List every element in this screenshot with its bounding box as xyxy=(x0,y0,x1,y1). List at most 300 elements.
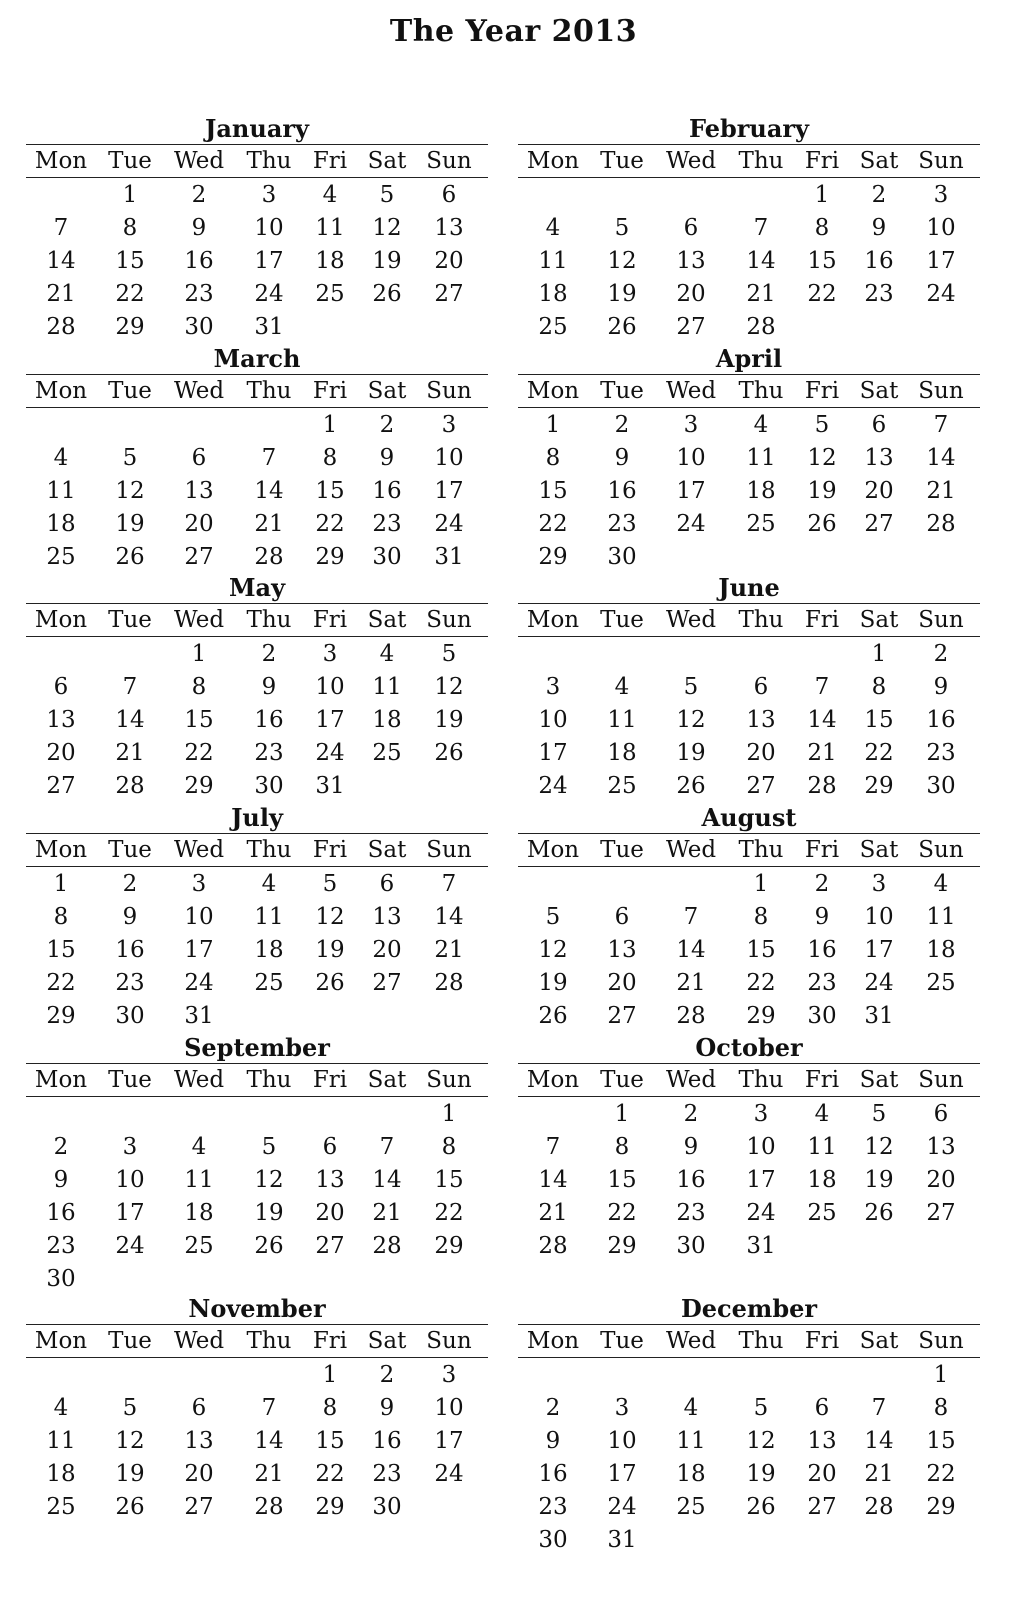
day-cell: 8 xyxy=(53,904,69,930)
day-cell: 25 xyxy=(926,970,956,996)
month-october xyxy=(518,1033,980,1263)
day-cell: 3 xyxy=(871,871,887,897)
day-cell xyxy=(356,770,418,803)
weekday-label: Sat xyxy=(859,1067,899,1093)
day-cell: 2 xyxy=(261,641,277,667)
day-cell: 12 xyxy=(746,1428,776,1454)
day-cell: 23 xyxy=(372,1461,402,1487)
day-cell: 17 xyxy=(115,1200,145,1226)
day-cell: 1 xyxy=(871,641,887,667)
day-cell: 24 xyxy=(434,1461,464,1487)
day-cell: 10 xyxy=(607,1428,637,1454)
day-cell: 14 xyxy=(864,1428,894,1454)
weekday-label: Sat xyxy=(859,148,899,174)
day-cell: 8 xyxy=(322,445,338,471)
day-cell: 26 xyxy=(315,970,345,996)
day-cell: 29 xyxy=(434,1233,464,1259)
day-cell: 6 xyxy=(191,445,207,471)
day-cell: 3 xyxy=(614,1395,630,1421)
day-cell: 1 xyxy=(545,412,561,438)
day-cell: 17 xyxy=(676,478,706,504)
day-cell xyxy=(96,638,164,671)
day-cell: 28 xyxy=(254,544,284,570)
week-row xyxy=(518,770,980,803)
weekday-label: Sun xyxy=(918,1328,964,1354)
day-cell: 11 xyxy=(807,1134,837,1160)
day-cell xyxy=(848,1524,910,1557)
day-cell: 11 xyxy=(315,215,345,241)
week-row xyxy=(26,671,488,704)
day-cell: 28 xyxy=(46,314,76,340)
weekday-label: Sun xyxy=(426,1328,472,1354)
day-cell: 9 xyxy=(933,674,949,700)
day-cell: 15 xyxy=(115,248,145,274)
day-cell xyxy=(26,409,96,442)
day-cell: 29 xyxy=(538,544,568,570)
day-cell: 29 xyxy=(315,1494,345,1520)
day-cell: 25 xyxy=(46,1494,76,1520)
weekday-header xyxy=(518,603,980,637)
day-cell: 28 xyxy=(926,511,956,537)
day-cell: 1 xyxy=(614,1101,630,1127)
day-cell: 18 xyxy=(315,248,345,274)
day-cell xyxy=(234,409,304,442)
week-row xyxy=(26,1359,488,1392)
day-cell: 25 xyxy=(184,1233,214,1259)
day-cell: 10 xyxy=(254,215,284,241)
day-cell: 3 xyxy=(441,412,457,438)
day-cell: 25 xyxy=(372,740,402,766)
day-cell: 9 xyxy=(871,215,887,241)
day-cell: 14 xyxy=(676,937,706,963)
week-row xyxy=(518,1230,980,1263)
day-cell: 21 xyxy=(746,281,776,307)
weekday-label: Mon xyxy=(34,148,88,174)
week-row xyxy=(26,212,488,245)
day-cell: 16 xyxy=(372,478,402,504)
day-cell: 13 xyxy=(807,1428,837,1454)
day-cell: 21 xyxy=(115,740,145,766)
day-cell: 8 xyxy=(322,1395,338,1421)
day-cell: 15 xyxy=(434,1167,464,1193)
day-cell: 19 xyxy=(115,1461,145,1487)
day-cell: 26 xyxy=(434,740,464,766)
day-cell: 21 xyxy=(434,937,464,963)
day-cell: 29 xyxy=(184,773,214,799)
day-cell: 26 xyxy=(607,314,637,340)
day-cell xyxy=(588,638,656,671)
day-cell: 26 xyxy=(864,1200,894,1226)
month-name: November xyxy=(188,1294,326,1323)
week-row xyxy=(518,475,980,508)
weekday-label: Wed xyxy=(665,1328,717,1354)
day-cell xyxy=(910,1000,972,1033)
day-cell: 10 xyxy=(864,904,894,930)
day-cell: 10 xyxy=(115,1167,145,1193)
day-cell: 13 xyxy=(372,904,402,930)
day-cell: 9 xyxy=(683,1134,699,1160)
weekday-label: Sun xyxy=(426,837,472,863)
day-cell: 13 xyxy=(434,215,464,241)
day-cell xyxy=(588,868,656,901)
day-cell: 27 xyxy=(746,773,776,799)
day-cell: 3 xyxy=(683,412,699,438)
day-cell: 1 xyxy=(53,871,69,897)
day-cell: 20 xyxy=(46,740,76,766)
day-cell: 31 xyxy=(746,1233,776,1259)
month-name: May xyxy=(228,573,286,602)
day-cell: 27 xyxy=(46,773,76,799)
weekday-label: Tue xyxy=(600,837,644,863)
day-cell: 17 xyxy=(184,937,214,963)
day-cell: 12 xyxy=(607,248,637,274)
day-cell: 24 xyxy=(115,1233,145,1259)
day-cell: 29 xyxy=(746,1003,776,1029)
day-cell: 9 xyxy=(814,904,830,930)
day-cell xyxy=(848,1359,910,1392)
month-name: April xyxy=(715,344,783,373)
day-cell xyxy=(304,311,356,344)
weekday-label: Mon xyxy=(526,607,580,633)
day-cell xyxy=(656,638,726,671)
day-cell: 2 xyxy=(379,1362,395,1388)
day-cell: 12 xyxy=(115,478,145,504)
day-cell: 21 xyxy=(254,1461,284,1487)
day-cell xyxy=(518,638,588,671)
day-cell: 26 xyxy=(115,544,145,570)
day-cell: 11 xyxy=(184,1167,214,1193)
day-cell: 30 xyxy=(115,1003,145,1029)
day-cell: 29 xyxy=(607,1233,637,1259)
day-cell: 11 xyxy=(46,1428,76,1454)
day-cell: 1 xyxy=(933,1362,949,1388)
weekday-label: Thu xyxy=(738,148,784,174)
day-cell xyxy=(418,311,480,344)
day-cell: 12 xyxy=(254,1167,284,1193)
week-row xyxy=(518,1524,980,1557)
week-row xyxy=(518,179,980,212)
day-cell: 10 xyxy=(434,1395,464,1421)
day-cell: 16 xyxy=(184,248,214,274)
day-cell: 1 xyxy=(191,641,207,667)
day-cell xyxy=(518,179,588,212)
weekday-label: Tue xyxy=(108,1328,152,1354)
weekday-label: Tue xyxy=(108,607,152,633)
weekday-label: Wed xyxy=(173,1328,225,1354)
day-cell: 4 xyxy=(379,641,395,667)
day-cell: 10 xyxy=(434,445,464,471)
day-cell: 30 xyxy=(538,1527,568,1553)
week-row xyxy=(518,311,980,344)
weekday-label: Tue xyxy=(600,378,644,404)
day-cell xyxy=(518,1359,588,1392)
day-cell xyxy=(910,541,972,574)
weekday-label: Wed xyxy=(665,1067,717,1093)
day-cell xyxy=(656,868,726,901)
weekday-label: Wed xyxy=(173,148,225,174)
day-cell: 9 xyxy=(53,1167,69,1193)
day-cell: 12 xyxy=(372,215,402,241)
day-cell xyxy=(304,1263,356,1296)
week-row xyxy=(26,1000,488,1033)
day-cell: 17 xyxy=(538,740,568,766)
day-cell: 18 xyxy=(254,937,284,963)
weekday-header xyxy=(26,1324,488,1358)
weekday-label: Mon xyxy=(526,378,580,404)
day-cell: 26 xyxy=(372,281,402,307)
weekday-label: Mon xyxy=(526,148,580,174)
day-cell: 29 xyxy=(115,314,145,340)
day-cell: 28 xyxy=(115,773,145,799)
day-cell: 5 xyxy=(261,1134,277,1160)
week-row xyxy=(26,179,488,212)
day-cell: 3 xyxy=(261,182,277,208)
day-cell: 4 xyxy=(614,674,630,700)
weekday-label: Mon xyxy=(34,607,88,633)
month-name: June xyxy=(718,573,780,602)
weekday-label: Mon xyxy=(526,1067,580,1093)
weekday-label: Thu xyxy=(246,607,292,633)
day-cell: 13 xyxy=(926,1134,956,1160)
day-cell: 18 xyxy=(807,1167,837,1193)
weekday-label: Tue xyxy=(600,148,644,174)
day-cell: 29 xyxy=(315,544,345,570)
day-cell xyxy=(588,1359,656,1392)
day-cell xyxy=(796,541,848,574)
weekday-label: Thu xyxy=(738,837,784,863)
day-cell: 6 xyxy=(322,1134,338,1160)
day-cell xyxy=(848,541,910,574)
day-cell: 27 xyxy=(372,970,402,996)
weekday-label: Thu xyxy=(246,1328,292,1354)
day-cell: 11 xyxy=(254,904,284,930)
day-cell: 17 xyxy=(864,937,894,963)
day-cell: 23 xyxy=(115,970,145,996)
day-cell: 14 xyxy=(372,1167,402,1193)
day-cell: 12 xyxy=(864,1134,894,1160)
weekday-label: Wed xyxy=(665,148,717,174)
week-row xyxy=(26,1230,488,1263)
day-cell xyxy=(418,1491,480,1524)
day-cell xyxy=(518,1098,588,1131)
day-cell xyxy=(26,179,96,212)
day-cell: 27 xyxy=(434,281,464,307)
day-cell xyxy=(518,868,588,901)
day-cell: 23 xyxy=(676,1200,706,1226)
day-cell: 10 xyxy=(315,674,345,700)
weekday-label: Fri xyxy=(804,1328,840,1354)
day-cell: 2 xyxy=(53,1134,69,1160)
weekday-label: Sun xyxy=(426,1067,472,1093)
day-cell: 3 xyxy=(441,1362,457,1388)
day-cell: 14 xyxy=(746,248,776,274)
day-cell: 3 xyxy=(322,641,338,667)
weekday-label: Fri xyxy=(804,148,840,174)
day-cell: 6 xyxy=(441,182,457,208)
day-cell xyxy=(234,1000,304,1033)
day-cell xyxy=(356,1000,418,1033)
day-cell: 20 xyxy=(807,1461,837,1487)
day-cell: 21 xyxy=(254,511,284,537)
day-cell: 19 xyxy=(746,1461,776,1487)
weekday-label: Thu xyxy=(738,378,784,404)
day-cell: 30 xyxy=(46,1266,76,1292)
weekday-label: Thu xyxy=(246,837,292,863)
day-cell: 19 xyxy=(372,248,402,274)
day-cell: 22 xyxy=(315,1461,345,1487)
day-cell xyxy=(164,1098,234,1131)
weekday-label: Wed xyxy=(665,837,717,863)
day-cell: 2 xyxy=(614,412,630,438)
month-may xyxy=(26,573,488,803)
day-cell: 11 xyxy=(372,674,402,700)
day-cell: 24 xyxy=(184,970,214,996)
day-cell: 8 xyxy=(871,674,887,700)
day-cell: 7 xyxy=(814,674,830,700)
week-row xyxy=(518,1000,980,1033)
week-row xyxy=(518,638,980,671)
week-row xyxy=(26,1392,488,1425)
weekday-label: Wed xyxy=(665,607,717,633)
day-cell: 15 xyxy=(46,937,76,963)
day-cell: 4 xyxy=(261,871,277,897)
day-cell: 14 xyxy=(115,707,145,733)
weekday-header xyxy=(26,603,488,637)
day-cell xyxy=(164,409,234,442)
day-cell: 9 xyxy=(545,1428,561,1454)
week-row xyxy=(518,508,980,541)
day-cell: 2 xyxy=(683,1101,699,1127)
day-cell: 6 xyxy=(683,215,699,241)
weekday-header xyxy=(518,833,980,867)
day-cell: 1 xyxy=(814,182,830,208)
day-cell xyxy=(726,179,796,212)
day-cell xyxy=(234,1263,304,1296)
day-cell: 7 xyxy=(261,1395,277,1421)
day-cell: 15 xyxy=(807,248,837,274)
weekday-label: Sat xyxy=(859,607,899,633)
day-cell: 15 xyxy=(607,1167,637,1193)
weekday-label: Tue xyxy=(600,1067,644,1093)
day-cell: 3 xyxy=(545,674,561,700)
day-cell: 12 xyxy=(115,1428,145,1454)
month-name: January xyxy=(205,114,309,143)
day-cell: 28 xyxy=(254,1494,284,1520)
day-cell: 14 xyxy=(434,904,464,930)
day-cell: 22 xyxy=(926,1461,956,1487)
day-cell: 31 xyxy=(315,773,345,799)
weekday-label: Thu xyxy=(738,1067,784,1093)
day-cell xyxy=(796,638,848,671)
day-cell: 2 xyxy=(871,182,887,208)
week-row xyxy=(518,868,980,901)
week-row xyxy=(26,704,488,737)
day-cell: 30 xyxy=(184,314,214,340)
day-cell: 14 xyxy=(926,445,956,471)
month-name: March xyxy=(213,344,301,373)
day-cell: 4 xyxy=(933,871,949,897)
day-cell: 2 xyxy=(814,871,830,897)
day-cell: 26 xyxy=(538,1003,568,1029)
weekday-label: Tue xyxy=(108,378,152,404)
month-february xyxy=(518,114,980,344)
week-row xyxy=(26,278,488,311)
day-cell: 17 xyxy=(607,1461,637,1487)
weekday-label: Sat xyxy=(859,837,899,863)
day-cell: 19 xyxy=(807,478,837,504)
day-cell: 18 xyxy=(607,740,637,766)
day-cell: 26 xyxy=(254,1233,284,1259)
day-cell: 25 xyxy=(607,773,637,799)
week-row xyxy=(518,1131,980,1164)
day-cell: 12 xyxy=(434,674,464,700)
day-cell: 30 xyxy=(607,544,637,570)
day-cell: 7 xyxy=(753,215,769,241)
page-title: The Year 2013 xyxy=(389,14,638,49)
day-cell: 18 xyxy=(46,1461,76,1487)
day-cell: 18 xyxy=(46,511,76,537)
weekday-header xyxy=(26,144,488,178)
weekday-label: Sat xyxy=(367,148,407,174)
weekday-label: Tue xyxy=(600,1328,644,1354)
day-cell: 6 xyxy=(53,674,69,700)
weekday-label: Wed xyxy=(173,837,225,863)
week-row xyxy=(26,1491,488,1524)
day-cell: 22 xyxy=(746,970,776,996)
week-row xyxy=(26,541,488,574)
day-cell: 19 xyxy=(864,1167,894,1193)
day-cell: 5 xyxy=(322,871,338,897)
day-cell xyxy=(588,179,656,212)
day-cell: 8 xyxy=(441,1134,457,1160)
week-row xyxy=(518,671,980,704)
day-cell xyxy=(96,409,164,442)
week-row xyxy=(26,934,488,967)
day-cell: 5 xyxy=(379,182,395,208)
month-name: February xyxy=(688,114,809,143)
day-cell: 22 xyxy=(538,511,568,537)
day-cell: 31 xyxy=(184,1003,214,1029)
day-cell: 4 xyxy=(683,1395,699,1421)
day-cell: 18 xyxy=(372,707,402,733)
day-cell: 27 xyxy=(315,1233,345,1259)
day-cell: 8 xyxy=(933,1395,949,1421)
day-cell: 24 xyxy=(607,1494,637,1520)
day-cell: 19 xyxy=(434,707,464,733)
day-cell: 6 xyxy=(614,904,630,930)
weekday-label: Fri xyxy=(804,837,840,863)
weekday-label: Sun xyxy=(918,378,964,404)
day-cell: 5 xyxy=(614,215,630,241)
day-cell: 14 xyxy=(807,707,837,733)
week-row xyxy=(518,1098,980,1131)
day-cell: 30 xyxy=(926,773,956,799)
weekday-label: Sun xyxy=(426,378,472,404)
day-cell: 10 xyxy=(676,445,706,471)
weekday-label: Fri xyxy=(804,378,840,404)
weekday-label: Sun xyxy=(918,1067,964,1093)
day-cell xyxy=(418,770,480,803)
weekday-label: Fri xyxy=(312,148,348,174)
day-cell xyxy=(418,1263,480,1296)
day-cell: 21 xyxy=(538,1200,568,1226)
day-cell: 16 xyxy=(926,707,956,733)
day-cell: 1 xyxy=(441,1101,457,1127)
day-cell: 31 xyxy=(434,544,464,570)
day-cell: 18 xyxy=(926,937,956,963)
day-cell: 6 xyxy=(379,871,395,897)
day-cell: 14 xyxy=(254,478,284,504)
